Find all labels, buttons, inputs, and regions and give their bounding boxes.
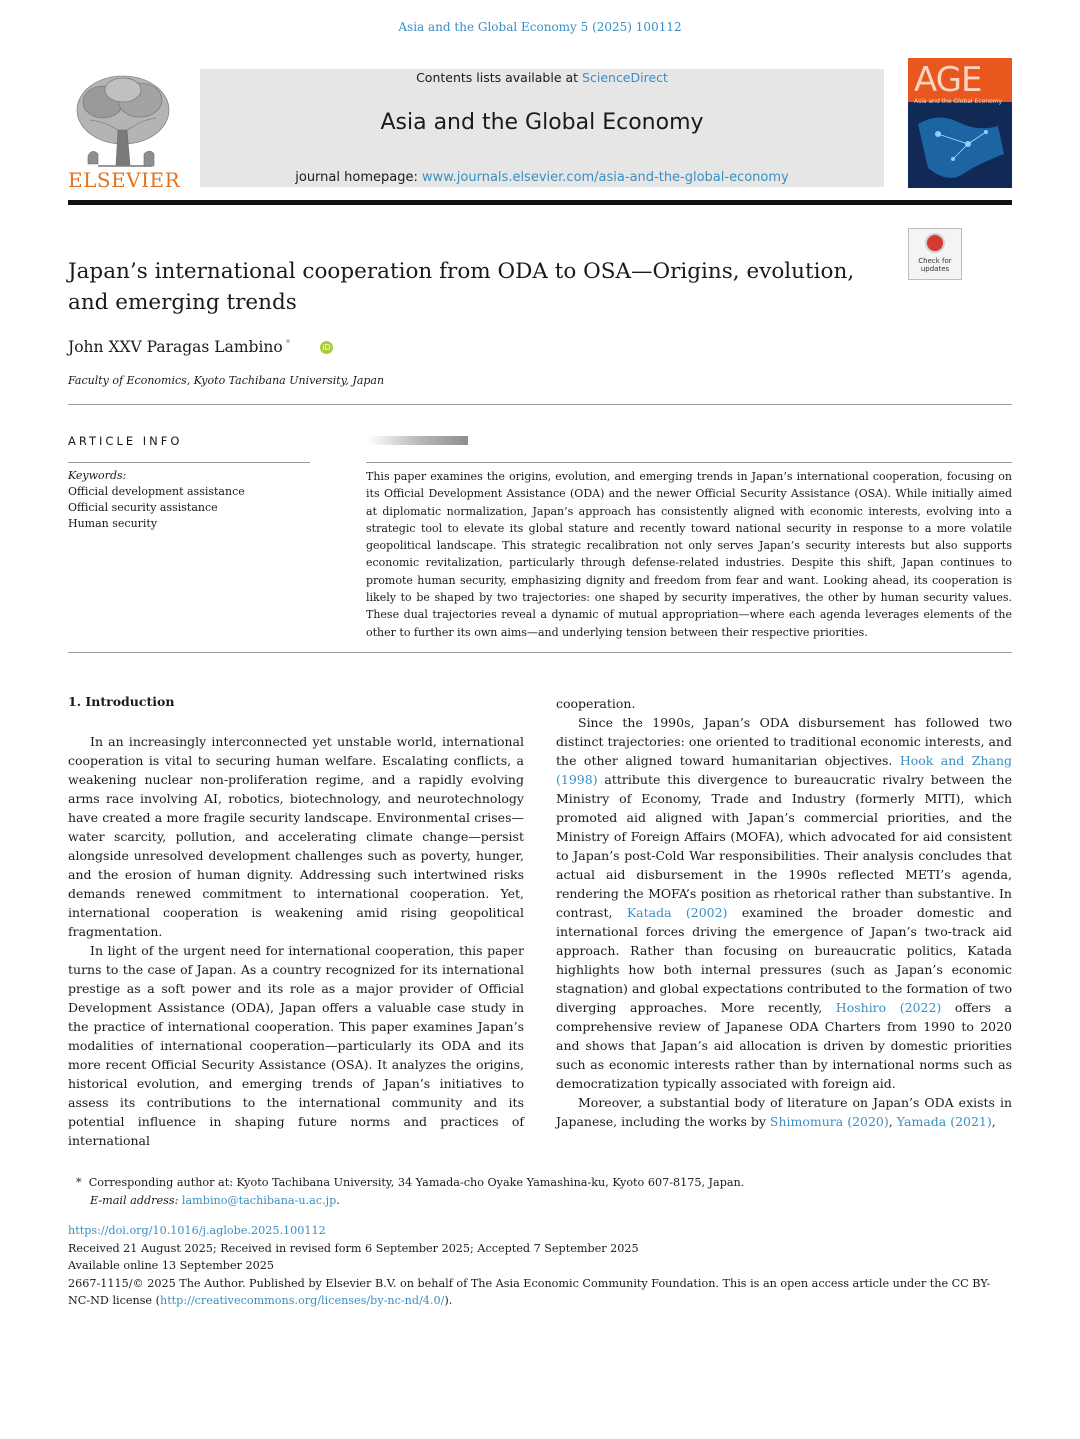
affiliation: Faculty of Economics, Kyoto Tachibana University, Japan (68, 374, 385, 387)
journal-cover-thumbnail[interactable] (908, 58, 1012, 188)
abstract-heading-obscured (368, 436, 468, 445)
corresponding-author-mark[interactable]: * (285, 338, 291, 349)
doi-link[interactable]: https://doi.org/10.1016/j.aglobe.2025.100112 (68, 1224, 326, 1237)
cover-subtitle: Asia and the Global Economy (914, 98, 1003, 105)
citation-link-shimomura[interactable]: Shimomura (2020) (769, 1114, 889, 1129)
body-paragraph: In light of the urgent need for international cooperation, this paper turns to the case of Japan. As a country recognized for its international prestige as a soft power and its role as a major provider of Official Development Assistance (ODA), Japan offers a valuable case study in the practice of international cooperation. This paper examines Japan’s modalities of international cooperation—particularly its ODA and its more recent Official Security Assistance (OSA). It analyzes the origins, historical evolution, and emerging trends of Japan’s initiatives to assess its contributions to the international community and its potential influence in shaping future norms and practices of international (68, 943, 524, 1148)
body-paragraph (556, 1093, 1012, 1131)
text-run: Since the 1990s, Japan’s ODA disbursement has followed two distinct trajectories: one oriented to traditional economic interests, and the other aligned toward humanitarian objectives. (556, 715, 1012, 768)
body-paragraph: In an increasingly interconnected yet unstable world, international cooperation is vital to securing human welfare. Escalating conflicts, a weakening nuclear non-proliferation regime, and a rapidly evolving arms race involving AI, robotics, biotechnology, and neurotechnology have created a more fragile security landscape. Environmental crises—water scarcity, pollution, and accelerating climate change—persist alongside unresolved development challenges such as poverty, hunger, and the erosion of human dignity. Addressing such intertwined risks demands renewed commitment to international cooperation. Yet, international cooperation is weakening amid rising geopolitical fragmentation. (68, 734, 524, 939)
text-run: ). (444, 1294, 453, 1307)
abstract-text: This paper examines the origins, evolution, and emerging trends in Japan’s international cooperation, focusing on its Official Development Assistance (ODA) and the newer Official Security Assistance (OSA). While initially aimed at diplomatic normalization, Japan’s approach has consistently aligned with economic interests, evolving into a strategic tool to elevate its global stature and recently toward national security in response to a more volatile geopolitical landscape. This strategic recalibration not only serves Japan’s security interests but also supports economic revitalization, particularly through defense-related industries. Despite this shift, Japan continues to promote human security, emphasizing dignity and freedom from fear and want. Looking ahead, its cooperation is likely to be shaped by two trajectories: one shaped by security imperatives, the other by human security values. These dual trajectories reveal a dynamic of mutual appropriation—where each agenda leverages elements of the other to further its own aims—and underlying tension between their respective priorities. (366, 470, 1012, 639)
available-online: Available online 13 September 2025 (68, 1259, 274, 1272)
body-right-column (556, 694, 1012, 1131)
keyword-item: Human security (68, 517, 158, 530)
text-run: 2667-1115/© 2025 The Author. Published by Elsevier B.V. on behalf of The Asia Economic Community Foundation. This is an open access article under the CC BY-NC-ND license ( (68, 1276, 991, 1307)
body-paragraph-continuation: cooperation. (556, 696, 636, 711)
email-end: . (336, 1193, 340, 1207)
cover-title: AGE (914, 60, 982, 100)
divider (68, 462, 310, 463)
author-line (68, 338, 290, 356)
text-run: attribute this divergence to bureaucratic rivalry between the Ministry of Economy, Trade and Industry (formerly MITI), which promoted aid aligned with Japan’s commercial priorities, and the Ministry of Foreign Affairs (MOFA), which advocated for aid consistent to Japan’s post-Cold War responsibilities. Their analysis concludes that actual aid disbursement in the 1990s reflected METI’s agenda, rendering the MOFA’s position as rhetorical rather than substantive. In contrast, (556, 772, 1012, 920)
keywords-block (68, 468, 245, 532)
text-run: examined the broader domestic and international forces driving the emergence of Japan’s two-track aid approach. Rather than focusing on bureaucratic politics, Katada highlights how both internal pressures (such as Japan’s economic stagnation) and global expectations contributed to the formation of two diverging approaches. More recently, (556, 905, 1012, 1015)
author-name[interactable]: John XXV Paragas Lambino (68, 338, 283, 356)
header-divider (68, 200, 1012, 205)
homepage-line (200, 170, 884, 185)
citation-link-yamada[interactable]: Yamada (2021) (896, 1114, 992, 1129)
contents-line (200, 70, 884, 85)
divider (68, 652, 1012, 653)
bookmark-icon (925, 233, 945, 253)
body-paragraph (556, 713, 1012, 1093)
corresponding-author-note (76, 1174, 1012, 1209)
journal-title: Asia and the Global Economy (380, 110, 704, 135)
citation-link-hoshiro[interactable]: Hoshiro (2022) (835, 1000, 942, 1015)
keyword-item: Official development assistance (68, 485, 245, 498)
body-left-column (68, 732, 524, 1150)
history-dates: Received 21 August 2025; Received in revised form 6 September 2025; Accepted 7 September 2025 (68, 1241, 639, 1255)
article-info-heading: ARTICLE INFO (68, 434, 183, 448)
divider (366, 462, 1012, 463)
divider (68, 404, 1012, 405)
contents-prefix: Contents lists available at (416, 70, 583, 85)
article-footer (68, 1222, 1012, 1310)
check-for-updates-button[interactable] (908, 228, 962, 280)
section-heading-introduction: 1. Introduction (68, 694, 175, 709)
keywords-label: Keywords: (68, 469, 127, 482)
orcid-icon[interactable]: iD (320, 341, 333, 354)
email-link[interactable]: lambino@tachibana-u.ac.jp (181, 1193, 337, 1207)
journal-citation[interactable]: Asia and the Global Economy 5 (2025) 100112 (398, 20, 682, 34)
text-run: , (888, 1114, 897, 1129)
email-line (76, 1192, 1012, 1210)
article-title: Japan’s international cooperation from ODA to OSA—Origins, evolution, and emerging trends (68, 259, 855, 315)
keyword-item: Official security assistance (68, 501, 218, 514)
homepage-link[interactable]: www.journals.elsevier.com/asia-and-the-global-economy (421, 170, 789, 185)
elsevier-wordmark: ELSEVIER (68, 168, 181, 192)
sciencedirect-link[interactable]: ScienceDirect (582, 70, 668, 85)
citation-link-hook-zhang[interactable]: Hook and Zhang (1998) (556, 753, 1013, 787)
text-run: Moreover, a substantial body of literature on Japan’s ODA exists in Japanese, including the works by (556, 1095, 1012, 1129)
homepage-prefix: journal homepage: (295, 170, 422, 185)
check-for-updates-label: Check for updates (918, 257, 952, 273)
text-run: offers a comprehensive review of Japanese ODA Charters from 1990 to 2020 and shows that Japan’s aid allocation is driven by domestic priorities such as economic interests rather than by international norms such as democratization typically associated with foreign aid. (556, 1000, 1013, 1091)
corr-text: Corresponding author at: Kyoto Tachibana University, 34 Yamada-cho Oyake Yamashina-ku, Kyoto 607-8175, Japan. (88, 1176, 745, 1189)
license-text (68, 1275, 1012, 1310)
corr-line (76, 1174, 1012, 1192)
license-link[interactable]: http://creativecommons.org/licenses/by-nc-nd/4.0/ (159, 1294, 445, 1307)
corr-mark: * (76, 1176, 82, 1189)
email-label: E-mail address: (90, 1193, 179, 1207)
citation-link-katada[interactable]: Katada (2002) (626, 905, 728, 920)
text-run: , (991, 1114, 996, 1129)
cover-map-graphic (908, 104, 1012, 188)
